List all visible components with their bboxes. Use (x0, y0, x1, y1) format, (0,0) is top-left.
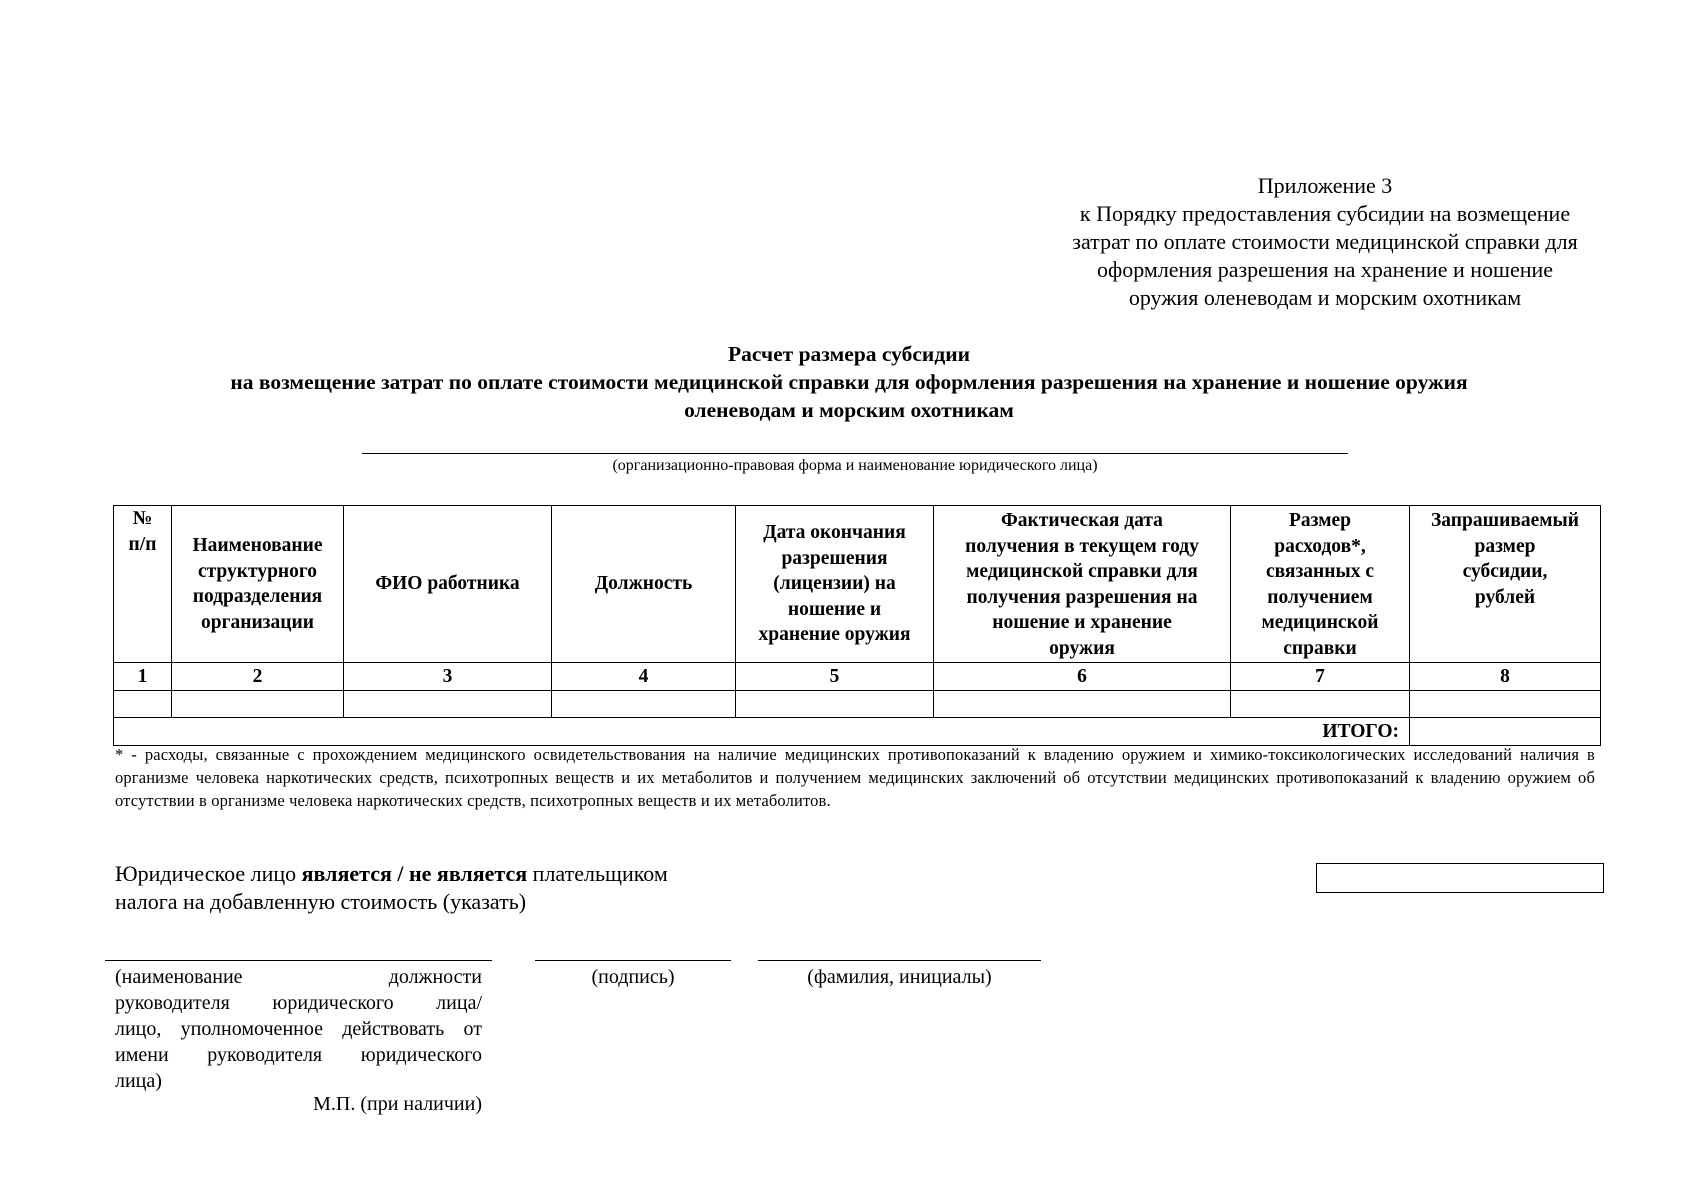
document-title (100, 340, 1598, 424)
total-label: ИТОГО: (114, 718, 1410, 746)
appendix-line: оружия оленеводам и морским охотникам (1128, 285, 1522, 310)
appendix-header (1010, 172, 1640, 312)
table-cell[interactable] (934, 691, 1231, 718)
col-header-requested-subsidy (1410, 506, 1601, 663)
vat-statement (115, 860, 915, 916)
header-line: п/п (128, 533, 157, 555)
table-cell[interactable] (1410, 691, 1601, 718)
col-header-subdivision (172, 506, 344, 663)
header-line: справки (1283, 637, 1357, 659)
column-number: 5 (736, 663, 934, 691)
table-cell[interactable] (1231, 691, 1410, 718)
column-number: 6 (934, 663, 1231, 691)
position-signature-line[interactable] (105, 960, 492, 961)
column-number: 3 (344, 663, 552, 691)
footnote: * - расходы, связанные с прохождением медицинского освидетельствования на наличие медицинских противопоказаний к владению оружием и химико-токсикологических исследований наличия в организме человека наркотических средств, психотропных веществ и их метаболитов и получением медицинских заключений об отсутствии медицинских противопоказаний к владению оружием об отсутствии в организме человека наркотических средств, психотропных веществ и их метаболитов. (115, 745, 1595, 810)
table-cell[interactable] (114, 691, 172, 718)
col-header-employee-name (344, 506, 552, 663)
vat-line-2: налога на добавленную стоимость (указать) (115, 889, 527, 914)
header-line: хранение оружия (758, 624, 911, 646)
position-caption (115, 964, 482, 1094)
position-caption-line: лицо, уполномоченное действовать от (115, 1018, 482, 1040)
table-total-row (114, 718, 1601, 746)
header-line: ношение и хранение (992, 612, 1172, 633)
appendix-line: Приложение 3 (1257, 173, 1393, 198)
header-line: оружия (1049, 637, 1115, 659)
position-caption-line: лица) (115, 1070, 162, 1092)
title-line-2: на возмещение затрат по оплате стоимости медицинской справки для оформления разрешения на хранение и ношение оружия (230, 370, 1468, 394)
table-cell[interactable] (344, 691, 552, 718)
header-line: Дата окончания (763, 522, 906, 544)
vat-line-1 (115, 860, 915, 888)
header-line: ношение и (787, 598, 882, 620)
header-line: рублей (1474, 586, 1536, 608)
col-header-actual-date (934, 506, 1231, 663)
table-row-column-numbers (114, 663, 1601, 691)
header-line: медицинской (1261, 612, 1379, 633)
col-header-expenses (1231, 506, 1410, 663)
header-line: Наименование (192, 535, 323, 556)
appendix-line: оформления разрешения на хранение и ношение (1096, 257, 1554, 282)
header-line: ФИО работника (375, 573, 520, 595)
subsidy-table (113, 505, 1601, 746)
col-header-position (552, 506, 736, 663)
header-line: расходов*, (1274, 535, 1366, 557)
header-line: Запрашиваемый (1431, 510, 1579, 531)
vat-prefix: Юридическое лицо (115, 861, 302, 886)
header-line: Размер (1288, 510, 1351, 531)
column-number: 8 (1410, 663, 1601, 691)
column-number: 1 (114, 663, 172, 691)
header-line: связанных с (1265, 561, 1375, 582)
col-header-number (114, 506, 172, 663)
column-number: 4 (552, 663, 736, 691)
header-line: Фактическая дата (1001, 510, 1163, 531)
title-line-1: Расчет размера субсидии (728, 342, 970, 366)
org-name-caption: (организационно-правовая форма и наименование юридического лица) (612, 457, 1098, 474)
position-caption-line: имени руководителя юридического (115, 1044, 482, 1066)
appendix-line: затрат по оплате стоимости медицинской справки для (1072, 229, 1578, 254)
header-line: медицинской справки для (966, 561, 1198, 582)
signature-line[interactable] (535, 960, 731, 961)
vat-choice: является / не является (301, 861, 528, 886)
name-caption: (фамилия, инициалы) (807, 966, 992, 988)
header-line: разрешения (781, 547, 888, 569)
table-row (114, 691, 1601, 718)
header-line: подразделения (192, 586, 323, 607)
header-line: структурного (197, 560, 318, 582)
header-line: № (132, 508, 153, 529)
org-name-line[interactable] (362, 453, 1348, 454)
column-number: 7 (1231, 663, 1410, 691)
header-line: получения в текущем году (965, 535, 1199, 557)
title-line-3: оленеводам и морским охотникам (684, 398, 1014, 422)
header-line: получением (1267, 586, 1373, 608)
table-cell[interactable] (736, 691, 934, 718)
col-header-permit-end-date (736, 506, 934, 663)
position-caption-line: (наименование должности (115, 966, 482, 988)
table-cell[interactable] (172, 691, 344, 718)
position-caption-line: руководителя юридического лица/ (115, 992, 482, 1014)
seal-caption: М.П. (при наличии) (313, 1093, 482, 1115)
name-signature-line[interactable] (758, 960, 1041, 961)
vat-answer-box[interactable] (1316, 863, 1604, 893)
header-line: организации (201, 611, 314, 633)
header-line: Должность (594, 573, 693, 595)
table-header-row (114, 506, 1601, 663)
table-cell[interactable] (552, 691, 736, 718)
total-value-cell[interactable] (1410, 718, 1601, 746)
vat-suffix: плательщиком (527, 861, 668, 886)
header-line: субсидии, (1462, 561, 1548, 582)
signature-caption: (подпись) (591, 966, 675, 988)
header-line: (лицензии) на (773, 573, 896, 595)
column-number: 2 (172, 663, 344, 691)
appendix-line: к Порядку предоставления субсидии на возмещение (1079, 201, 1571, 226)
header-line: получения разрешения на (966, 586, 1198, 608)
header-line: размер (1474, 535, 1536, 557)
